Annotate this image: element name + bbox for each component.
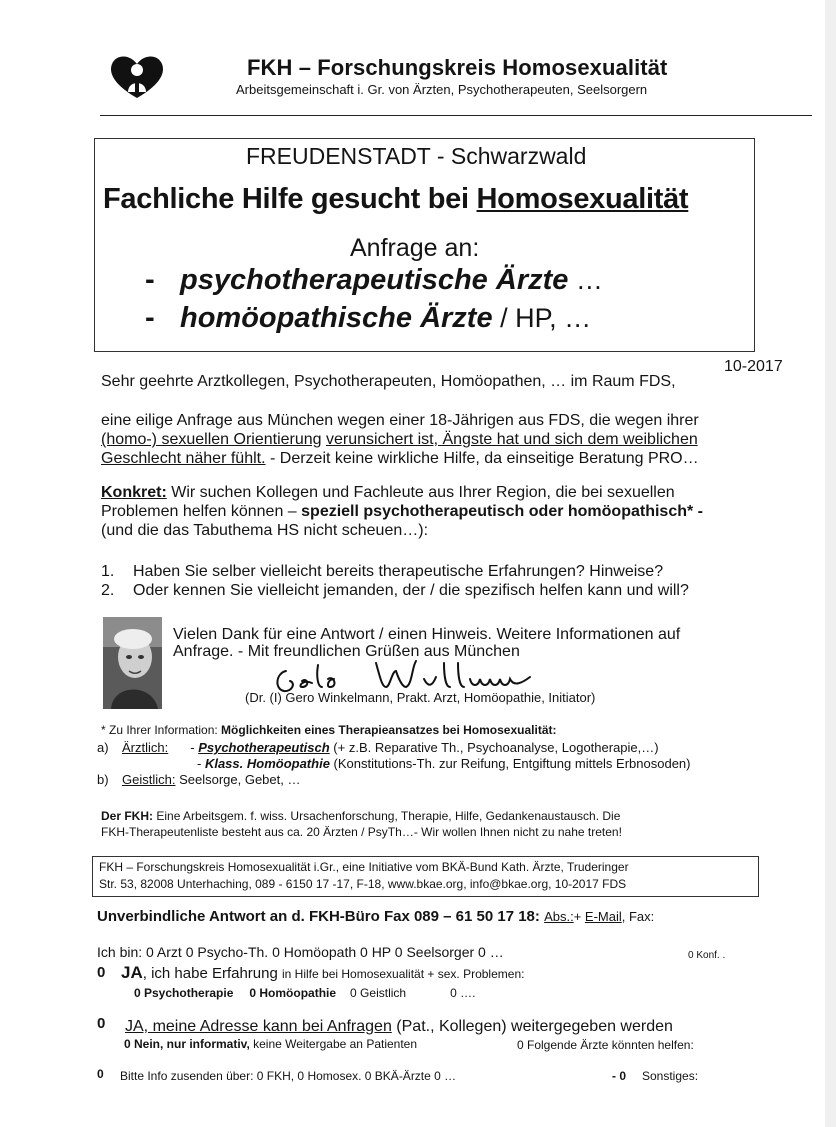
question-1-num: 1. (101, 563, 115, 580)
reply-opt-psychotherapie: 0 Psychotherapie (134, 986, 234, 1000)
info-a-label: a) (97, 740, 109, 755)
reply-folgende: 0 Folgende Ärzte könnten helfen: (517, 1038, 694, 1052)
reply-title-line (97, 908, 654, 925)
reply-ja1-zero: 0 (97, 964, 106, 981)
reply-bitte-zero: 0 (97, 1067, 104, 1081)
info-a-rest: (+ z.B. Reparative Th., Psychoanalyse, Logotherapie,…) (329, 740, 659, 755)
box-request-label: Anfrage an: (350, 234, 480, 262)
box-item-2-text (180, 302, 591, 335)
reply-bitte-line: Bitte Info zusenden über: 0 FKH, 0 Homosex. 0 BKÄ-Ärzte 0 … (120, 1069, 457, 1083)
item-dash: - (145, 302, 155, 334)
reply-ja2-zero: 0 (97, 1015, 106, 1032)
item-text: homöopathische Ärzte (180, 302, 493, 334)
address-line-2: Str. 53, 82008 Unterhaching, 089 - 6150 17 -17, F-18, www.bkae.org, info@bkae.org, 10-2017 FDS (99, 877, 627, 891)
closing-line-2: Anfrage. - Mit freundlichen Grüßen aus München (173, 643, 520, 660)
question-2-num: 2. (101, 582, 115, 599)
author-photo (103, 617, 162, 709)
reply-ja1-mid: , ich habe Erfahrung (142, 965, 282, 982)
salutation: Sehr geehrte Arztkollegen, Psychotherapeuten, Homöopathen, … im Raum FDS, (101, 373, 676, 390)
fkh-note-line-1 (101, 809, 620, 823)
reply-ja1-ja: JA (121, 963, 143, 982)
reply-email-label: E-Mail (584, 909, 622, 924)
question-1-text: Haben Sie selber vielleicht bereits therapeutische Erfahrungen? Hinweise? (133, 563, 664, 580)
reply-ja2-underlined: JA, meine Adresse kann bei Anfragen (125, 1018, 392, 1035)
box-city: FREUDENSTADT - Schwarzwald (246, 143, 587, 169)
reply-ich-bin: Ich bin: 0 Arzt 0 Psycho-Th. 0 Homöopath 0 HP 0 Seelsorger 0 … (97, 944, 504, 960)
box-item-1 (145, 264, 155, 297)
reply-opt-other: 0 …. (450, 986, 476, 1000)
headline-underlined: Homosexualität (476, 183, 689, 215)
fkh-logo (106, 52, 168, 100)
signer-line: (Dr. (I) Gero Winkelmann, Prakt. Arzt, Homöopathie, Initiator) (245, 690, 596, 705)
info-b-key: Geistlich: (122, 772, 176, 787)
reply-nein-bold: 0 Nein, nur informativ, (124, 1037, 250, 1051)
letter-date: 10-2017 (724, 358, 783, 375)
intro-rest: - Derzeit keine wirkliche Hilfe, da einseitige Beratung PRO… (265, 450, 699, 467)
info-a-key: Ärztlich: (122, 740, 169, 755)
fkh-note-line-2: FKH-Therapeutenliste besteht aus ca. 20 Ärzten / PsyTh…- Wir wollen Ihnen nicht zu nahe treten! (101, 825, 622, 839)
box-headline (103, 183, 688, 216)
reply-ja1-options (134, 986, 475, 1000)
header-divider (100, 115, 812, 116)
intro-underlined-3: Geschlecht näher fühlt. (101, 450, 266, 467)
intro-underlined-1: (homo-) sexuellen Orientierung (101, 431, 322, 448)
headline-text: Fachliche Hilfe gesucht bei (103, 183, 477, 215)
item-suffix: / HP, … (492, 303, 592, 333)
address-line-1: FKH – Forschungskreis Homosexualität i.Gr., eine Initiative vom BKÄ-Bund Kath. Ärzte, Truderinger (99, 860, 629, 874)
reply-nein-line (124, 1037, 417, 1051)
reply-nein-rest: keine Weitergabe an Patienten (249, 1037, 418, 1051)
question-2-text: Oder kennen Sie vielleicht jemanden, der / die spezifisch helfen kann und will? (133, 582, 689, 599)
scan-edge (825, 0, 836, 1127)
item-suffix: … (568, 265, 603, 295)
reply-abs-label: Abs.: (544, 909, 574, 924)
konkret-line-3: (und die das Tabuthema HS nicht scheuen…): (101, 522, 429, 539)
info-a2-rest: (Konstitutions-Th. zur Reifung, Entgiftung mittels Erbnosoden) (329, 756, 691, 771)
konkret-label: Konkret: (101, 484, 167, 501)
intro-line-2 (101, 431, 698, 449)
box-item-2 (145, 302, 155, 335)
reply-sonst-label: Sonstiges: (642, 1069, 699, 1083)
info-a-bold: Psychotherapeutisch (198, 740, 330, 755)
info-b-rest: Seelsorge, Gebet, … (175, 772, 301, 787)
reply-ja1-line (121, 963, 524, 983)
intro-underlined-2: verunsichert ist, Ängste hat und sich dem weiblichen (326, 431, 698, 448)
info-b-label: b) (97, 772, 109, 787)
info-b-line (122, 772, 300, 787)
item-dash: - (145, 264, 155, 296)
intro-line-3 (101, 450, 699, 468)
info-a2-bold: Klass. Homöopathie (204, 756, 330, 771)
closing-line-1: Vielen Dank für eine Antwort / einen Hinweis. Weitere Informationen auf (173, 626, 681, 643)
konkret-text: Problemen helfen können – (101, 503, 302, 520)
intro-line-1: eine eilige Anfrage aus München wegen einer 18-Jährigen aus FDS, die wegen ihrer (101, 412, 699, 429)
reply-sonst-zero: - 0 (612, 1069, 627, 1083)
reply-konf: 0 Konf. . (688, 950, 726, 961)
reply-ja1-small: in Hilfe bei Homosexualität + sex. Problemen: (282, 967, 525, 981)
konkret-bold: speziell psychotherapeutisch oder homöopathisch* - (301, 503, 703, 520)
org-subtitle: Arbeitsgemeinschaft i. Gr. von Ärzten, Psychotherapeuten, Seelsorgern (236, 82, 648, 97)
fkh-note-text: Eine Arbeitsgem. f. wiss. Ursachenforschung, Therapie, Hilfe, Gedankenaustausch. Die (153, 809, 621, 823)
item-text: psychotherapeutische Ärzte (180, 264, 569, 296)
info-dash: - (197, 756, 205, 771)
reply-fax-label: , Fax: (621, 909, 655, 924)
reply-plus: + (573, 909, 585, 924)
reply-title: Unverbindliche Antwort an d. FKH-Büro Fax 089 – 61 50 17 18: (97, 908, 540, 925)
info-prefix: * Zu Ihrer Information: (101, 723, 222, 737)
reply-ja2-line (125, 1018, 673, 1036)
box-item-1-text (180, 264, 603, 297)
org-title: FKH – Forschungskreis Homosexualität (247, 55, 668, 80)
konkret-line-1 (101, 484, 675, 502)
info-dash: - (190, 740, 199, 755)
reply-opt-geistlich: 0 Geistlich (350, 986, 407, 1000)
info-a2-line (197, 756, 691, 771)
fkh-note-label: Der FKH: (101, 809, 154, 823)
reply-opt-homoeopathie: 0 Homöopathie (249, 986, 337, 1000)
info-bold: Möglichkeiten eines Therapieansatzes bei Homosexualität: (221, 723, 557, 737)
reply-ja2-rest: (Pat., Kollegen) weitergegeben werden (391, 1018, 673, 1035)
info-intro (101, 723, 556, 737)
info-a-line (122, 740, 659, 755)
konkret-text: Wir suchen Kollegen und Fachleute aus Ihrer Region, die bei sexuellen (166, 484, 675, 501)
konkret-line-2 (101, 503, 703, 521)
